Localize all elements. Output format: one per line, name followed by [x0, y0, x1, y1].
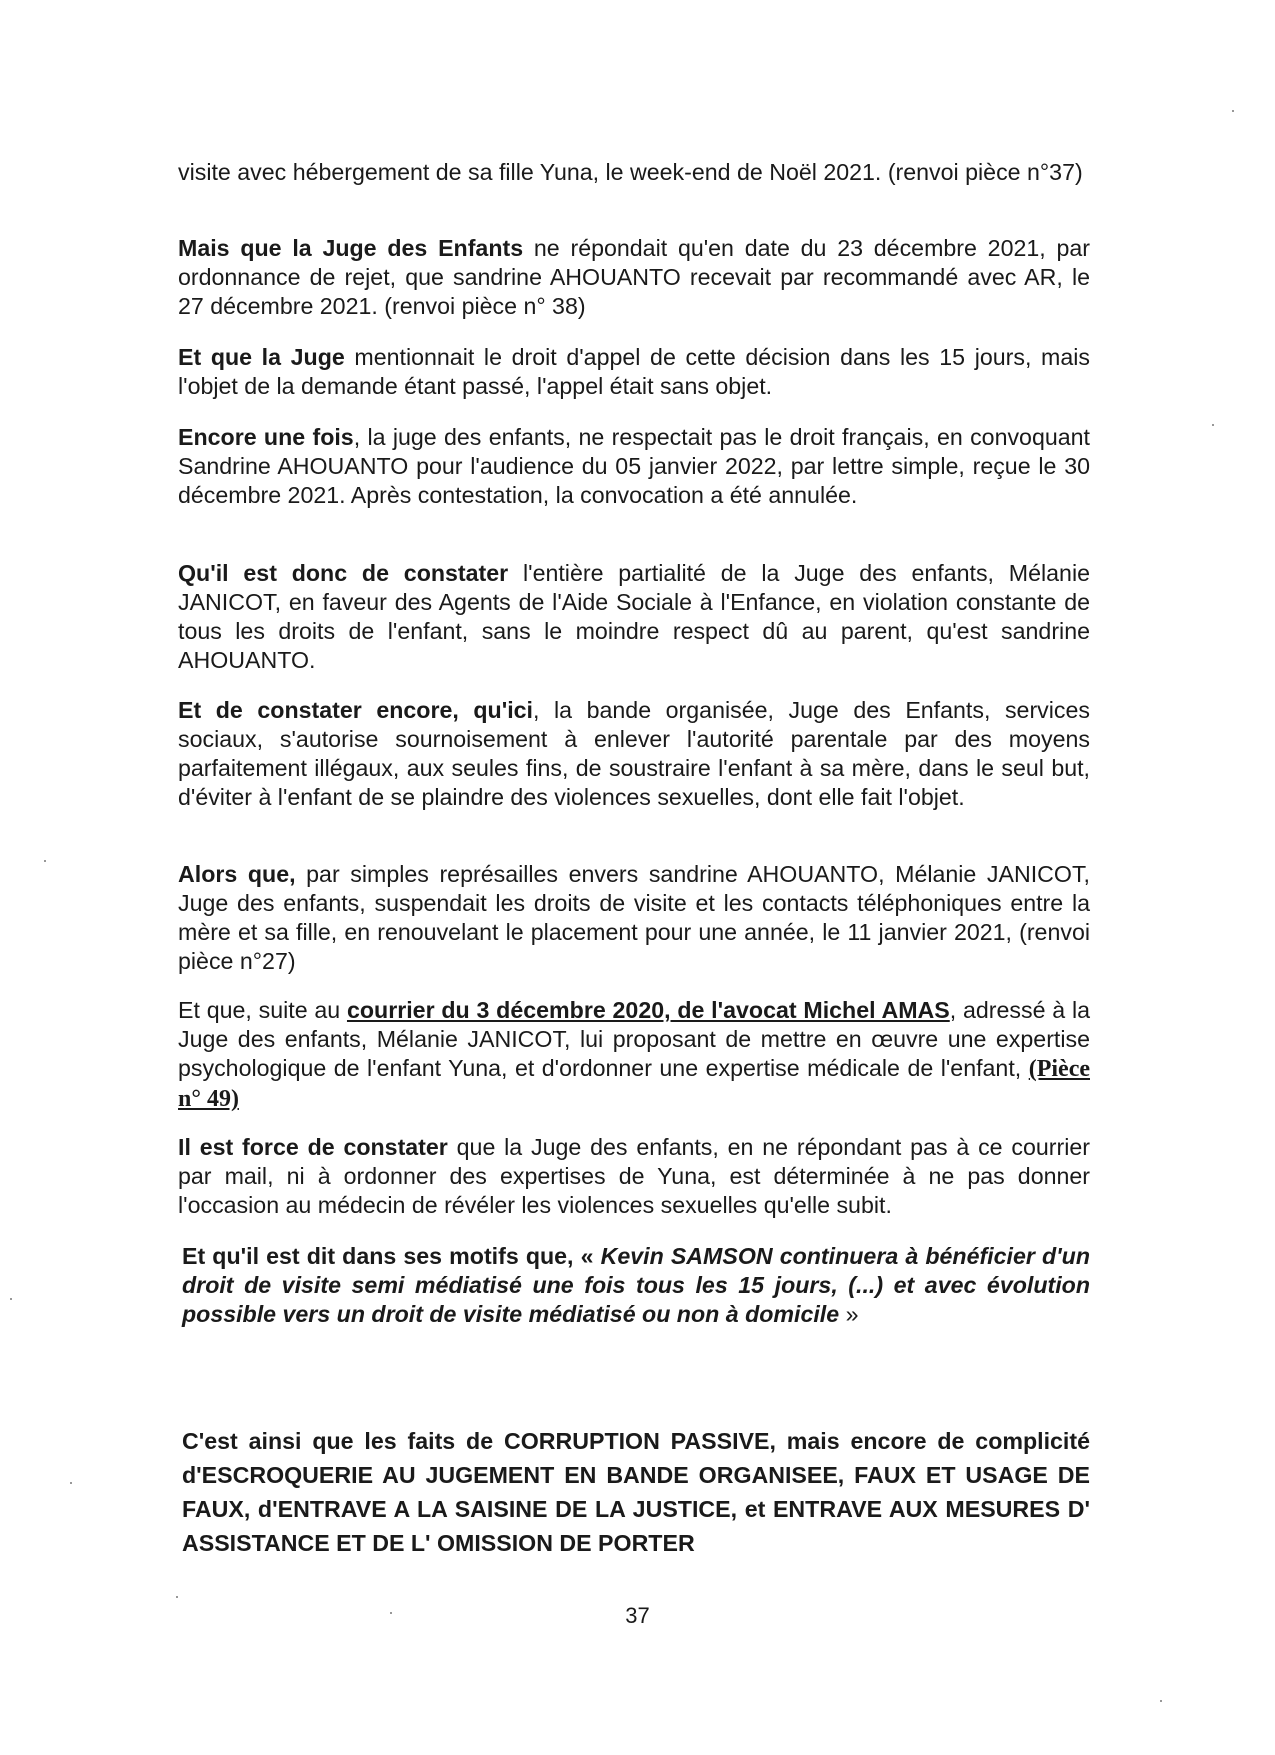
paragraph-11: [182, 1424, 1090, 1560]
paragraph-7: [178, 860, 1090, 976]
paragraph-text: par simples représailles envers sandrine AHOUANTO, Mélanie JANICOT, Juge des enfants, suspendait les droits de visite et les contacts téléphoniques entre la mère et sa fille, en renouvelant le placement pour une année, le 11 janvier 2021, (renvoi pièce n°27): [178, 861, 1090, 974]
paragraph-text: ne répondait qu'en date du 23 décembre 2021, par ordonnance de rejet, que sandrine AHOUANTO recevait par recommandé avec AR, le 27 décembre 2021. (renvoi pièce n° 38): [178, 235, 1090, 319]
paragraph-text: , adressé à la Juge des enfants, Mélanie JANICOT, lui proposant de mettre en œuvre une expertise psychologique de l'enfant Yuna, et d'ordonner une expertise médicale de l'enfant,: [178, 997, 1090, 1081]
paragraph-pre: Et que, suite au: [178, 997, 347, 1023]
scan-speck: [390, 1612, 392, 1614]
paragraph-text: , la juge des enfants, ne respectait pas le droit français, en convoquant Sandrine AHOUANTO pour l'audience du 05 janvier 2022, par lettre simple, reçue le 30 décembre 2021. Après contestation, la convocation a été annulée.: [178, 424, 1090, 508]
paragraph-4: [178, 423, 1090, 510]
paragraph-9: [178, 1133, 1090, 1220]
quoted-motif: Kevin SAMSON continuera à bénéficier d'un droit de visite semi médiatisé une fois tous les 15 jours, (...) et avec évolution possible vers un droit de visite médiatisé ou non à domicile: [182, 1243, 1090, 1327]
paragraph-lead: Et que la Juge: [178, 344, 345, 370]
paragraph-text: visite avec hébergement de sa fille Yuna, le week-end de Noël 2021. (renvoi pièce n°37): [178, 159, 1083, 185]
quote-close: »: [839, 1301, 859, 1327]
scan-speck: [44, 860, 46, 862]
paragraph-8: [178, 996, 1090, 1114]
scan-speck: [1160, 1700, 1162, 1702]
paragraph-lead: Et de constater encore, qu'ici: [178, 697, 533, 723]
paragraph-10: [182, 1242, 1090, 1329]
piece-reference: (Pièce n° 49): [178, 1056, 1090, 1112]
scan-speck: [1232, 110, 1234, 112]
paragraph-1: [178, 158, 1090, 187]
paragraph-text: mentionnait le droit d'appel de cette décision dans les 15 jours, mais l'objet de la demande étant passé, l'appel était sans objet.: [178, 344, 1090, 399]
paragraph-3: [178, 343, 1090, 401]
scan-speck: [10, 1298, 12, 1300]
scan-speck: [1212, 424, 1214, 426]
scan-speck: [70, 1482, 72, 1484]
paragraph-lead: Il est force de constater: [178, 1134, 448, 1160]
paragraph-text: l'entière partialité de la Juge des enfants, Mélanie JANICOT, en faveur des Agents de l'Aide Sociale à l'Enfance, en violation constante de tous les droits de l'enfant, sans le moindre respect dû au parent, qu'est sandrine AHOUANTO.: [178, 560, 1090, 673]
paragraph-lead: Qu'il est donc de constater: [178, 560, 509, 586]
paragraph-text: , la bande organisée, Juge des Enfants, services sociaux, s'autorise sournoisement à enlever l'autorité parentale par des moyens parfaitement illégaux, aux seules fins, de soustraire l'enfant à sa mère, dans le seul but, d'éviter à l'enfant de se plaindre des violences sexuelles, dont elle fait l'objet.: [178, 697, 1090, 810]
courrier-link[interactable]: courrier du 3 décembre 2020, de l'avocat Michel AMAS: [346, 997, 950, 1023]
paragraph-text: C'est ainsi que les faits de CORRUPTION PASSIVE, mais encore de complicité d'ESCROQUERIE AU JUGEMENT EN BANDE ORGANISEE, FAUX ET USAGE DE FAUX, d'ENTRAVE A LA SAISINE DE LA JUSTICE, et ENTRAVE AUX MESURES D' ASSISTANCE ET DE L' OMISSION DE PORTER: [182, 1428, 1090, 1556]
paragraph-6: [178, 696, 1090, 812]
paragraph-5: [178, 559, 1090, 675]
paragraph-lead: Encore une fois: [178, 424, 354, 450]
paragraph-lead: Mais que la Juge des Enfants: [178, 235, 524, 261]
paragraph-text: que la Juge des enfants, en ne répondant pas à ce courrier par mail, ni à ordonner des expertises de Yuna, est déterminée à ne pas donner l'occasion au médecin de révéler les violences sexuelles qu'elle subit.: [178, 1134, 1090, 1218]
paragraph-lead: Et qu'il est dit dans ses motifs que, «: [182, 1243, 601, 1269]
scan-speck: [176, 1596, 178, 1598]
page-number: 37: [625, 1603, 650, 1628]
paragraph-2: [178, 234, 1090, 321]
paragraph-lead: Alors que,: [178, 861, 296, 887]
